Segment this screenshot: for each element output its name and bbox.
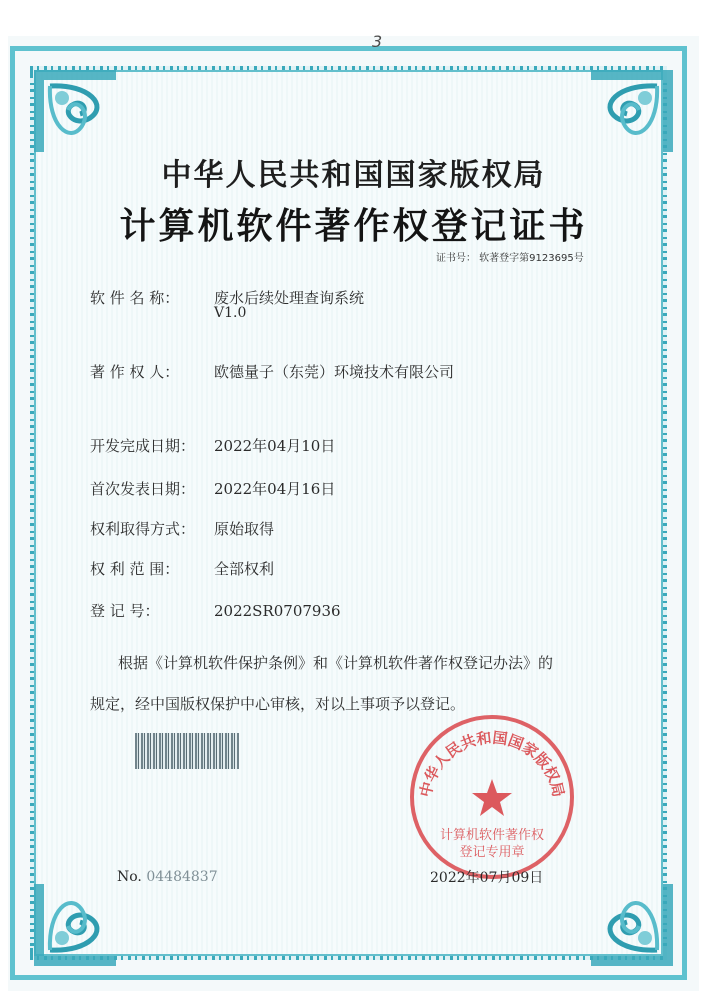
issuing-authority-title: 中华人民共和国国家版权局 (161, 158, 546, 193)
field-value: 原始取得 (214, 520, 275, 538)
field-development-date (90, 435, 335, 456)
seal-line-2: 登记专用章 (459, 845, 525, 860)
barcode (135, 733, 239, 769)
field-value: 废水后续处理查询系统 (214, 289, 365, 307)
field-label: 权利取得方式： (90, 520, 196, 538)
corner-ornament-top-right (587, 66, 677, 156)
software-version: V1.0 (214, 305, 247, 321)
statement-line-1: 根据《计算机软件保护条例》和《计算机软件著作权登记办法》的 (118, 654, 554, 672)
field-acquisition-method (90, 518, 274, 539)
serial-prefix: No. (117, 869, 142, 885)
field-registration-number (90, 600, 341, 621)
field-value: 2022年04月16日 (214, 480, 336, 498)
official-seal (408, 713, 576, 881)
field-label: 首次发表日期： (90, 480, 196, 498)
handwritten-mark: 3 (372, 32, 383, 51)
issue-date: 2022年07月09日 (430, 870, 544, 886)
field-copyright-owner (90, 361, 454, 382)
serial-digits: 04484837 (146, 869, 218, 885)
statement-line-2: 规定，经中国版权保护中心审核，对以上事项予以登记。 (90, 695, 466, 713)
seal-ring-text: 中华人民共和国国家版权局 (416, 728, 568, 799)
field-rights-scope (90, 558, 274, 579)
corner-ornament-bottom-right (587, 880, 677, 970)
field-label: 权 利 范 围： (90, 560, 180, 578)
star-icon (472, 779, 512, 816)
seal-line-1: 计算机软件著作权 (439, 828, 545, 843)
field-value: 全部权利 (214, 560, 275, 578)
corner-ornament-bottom-left (30, 880, 120, 970)
field-value: 2022SR0707936 (214, 602, 341, 620)
field-publication-date (90, 478, 335, 499)
field-value: 欧德量子（东莞）环境技术有限公司 (214, 363, 455, 381)
corner-ornament-top-left (30, 66, 120, 156)
field-label: 著 作 权 人： (90, 363, 180, 381)
certificate-number: 证书号： 软著登字第9123695号 (436, 253, 584, 264)
field-label: 软 件 名 称： (90, 289, 180, 307)
serial-number (117, 869, 218, 885)
field-label: 开发完成日期： (90, 437, 196, 455)
field-value: 2022年04月10日 (214, 437, 336, 455)
field-label: 登 记 号： (90, 602, 160, 620)
certificate-title: 计算机软件著作权登记证书 (119, 205, 588, 247)
